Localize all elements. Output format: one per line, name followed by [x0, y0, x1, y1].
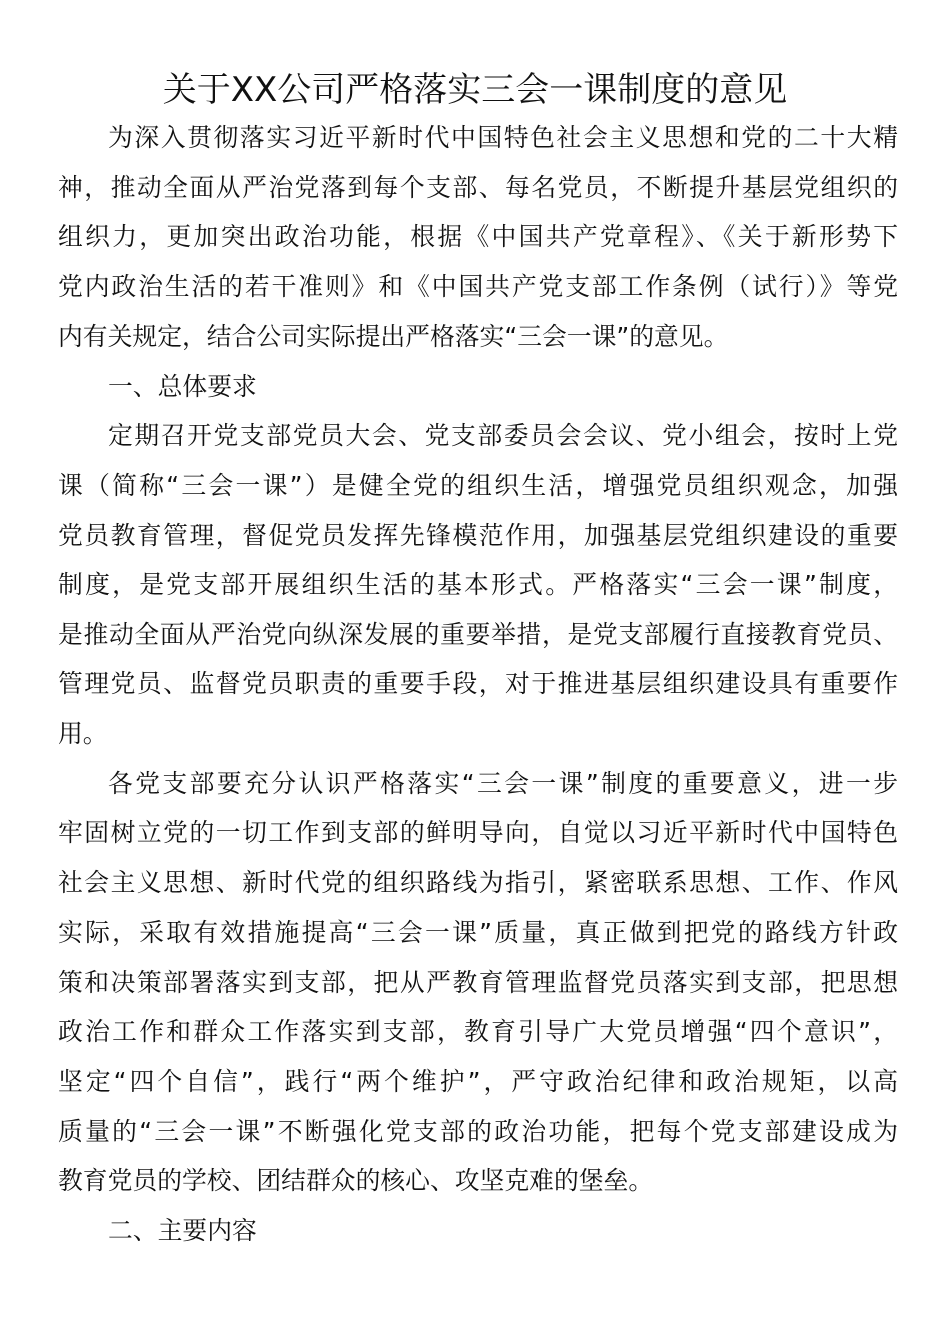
- paragraph-line: 党员教育管理，督促党员发挥先锋模范作用，加强基层党组织建设的重要: [58, 521, 898, 550]
- paragraph-line: 是推动全面从严治党向纵深发展的重要举措，是党支部履行直接教育党员、: [58, 620, 898, 649]
- paragraph-line: 内有关规定，结合公司实际提出严格落实“三会一课”的意见。: [58, 322, 729, 351]
- paragraph-line: 实际，采取有效措施提高“三会一课”质量，真正做到把党的路线方针政: [58, 918, 898, 947]
- document-title: 关于XX公司严格落实三会一课制度的意见: [162, 70, 788, 110]
- section-heading: 一、总体要求: [108, 372, 257, 401]
- paragraph-line: 为深入贯彻落实习近平新时代中国特色社会主义思想和党的二十大精: [108, 123, 898, 152]
- paragraph-line: 制度，是党支部开展组织生活的基本形式。严格落实“三会一课”制度，: [58, 570, 898, 599]
- paragraph-line: 神，推动全面从严治党落到每个支部、每名党员，不断提升基层党组织的: [58, 173, 898, 202]
- paragraph-line: 管理党员、监督党员职责的重要手段，对于推进基层组织建设具有重要作: [58, 669, 898, 698]
- paragraph-line: 组织力，更加突出政治功能，根据《中国共产党章程》、《关于新形势下: [58, 222, 898, 251]
- paragraph-line: 社会主义思想、新时代党的组织路线为指引，紧密联系思想、工作、作风: [58, 868, 898, 897]
- paragraph-line: 各党支部要充分认识严格落实“三会一课”制度的重要意义，进一步: [108, 769, 898, 798]
- section-heading: 二、主要内容: [108, 1216, 257, 1245]
- paragraph-line: 教育党员的学校、团结群众的核心、攻坚克难的堡垒。: [58, 1166, 654, 1195]
- paragraph-line: 策和决策部署落实到支部，把从严教育管理监督党员落实到支部，把思想: [58, 968, 898, 997]
- paragraph-line: 课（简称“三会一课”）是健全党的组织生活，增强党员组织观念，加强: [58, 471, 898, 500]
- paragraph-line: 用。: [58, 719, 108, 748]
- paragraph-line: 政治工作和群众工作落实到支部，教育引导广大党员增强“四个意识”，: [58, 1017, 898, 1046]
- paragraph-line: 党内政治生活的若干准则》和《中国共产党支部工作条例（试行）》等党: [58, 272, 898, 301]
- paragraph-line: 坚定“四个自信”，践行“两个维护”，严守政治纪律和政治规矩，以高: [58, 1067, 898, 1096]
- paragraph-line: 牢固树立党的一切工作到支部的鲜明导向，自觉以习近平新时代中国特色: [58, 818, 898, 847]
- paragraph-line: 质量的“三会一课”不断强化党支部的政治功能，把每个党支部建设成为: [58, 1117, 898, 1146]
- paragraph-line: 定期召开党支部党员大会、党支部委员会会议、党小组会，按时上党: [108, 421, 898, 450]
